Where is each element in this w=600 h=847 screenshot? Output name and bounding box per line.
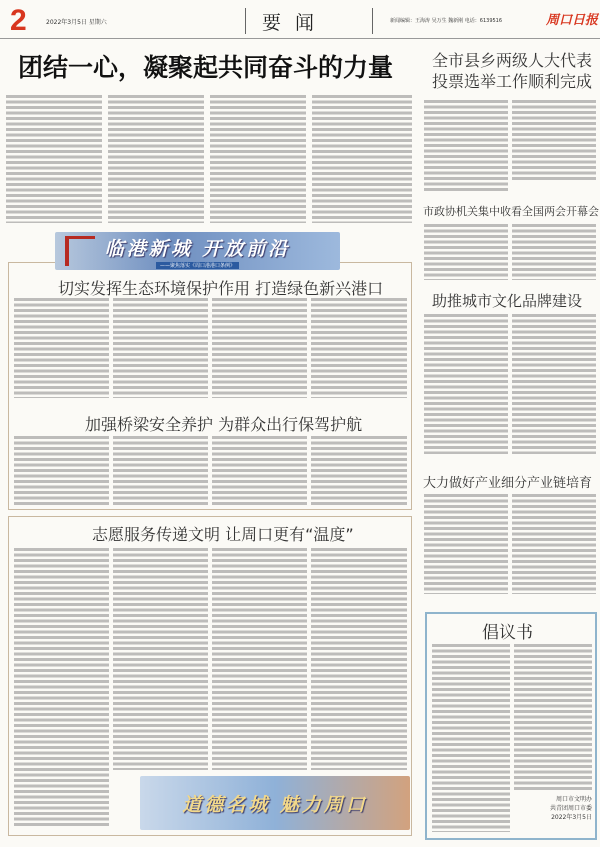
port-article-2-headline: 加强桥梁安全养护 为群众出行保驾护航 (85, 415, 363, 434)
headline-line-2: 投票选举工作顺利完成 (431, 72, 592, 91)
article-body (113, 548, 208, 770)
page-number: 2 (10, 4, 27, 37)
proposal-body (514, 644, 592, 790)
article-body (311, 436, 407, 506)
header-rule (0, 38, 600, 39)
article-body (113, 436, 208, 506)
article-body (14, 436, 109, 506)
article-body (14, 298, 109, 398)
divider (372, 8, 373, 34)
right-article-4-headline: 大力做好产业细分产业链培育 (423, 476, 593, 491)
proposal-title: 倡议书 (482, 623, 533, 643)
issue-date: 2022年3月5日 星期六 (46, 19, 107, 26)
divider (245, 8, 246, 34)
lead-body-col4 (312, 95, 412, 223)
article-body (512, 100, 596, 180)
article-body (424, 100, 508, 192)
port-article-1-headline: 切实发挥生态环境保护作用 打造绿色新兴港口 (58, 279, 384, 298)
lead-body-col1 (6, 95, 102, 223)
signatory: 共青团周口市委 (549, 805, 592, 812)
article-body (212, 298, 307, 398)
article-body (424, 224, 508, 280)
article-body (113, 298, 208, 398)
article-body (512, 224, 596, 280)
article-body (212, 548, 307, 770)
editors-line: 新闻编辑：王海涛 吴万生 魏新刚 电话：6139516 (390, 18, 503, 24)
right-article-2-headline: 市政协机关集中收看全国两会开幕会 (423, 205, 599, 218)
right-article-3-headline: 助推城市文化品牌建设 (432, 292, 583, 310)
right-article-1-headline (428, 50, 596, 92)
article-body (512, 314, 596, 454)
culture-banner (140, 776, 410, 830)
article-body (512, 494, 596, 594)
port-banner-title: 临港新城 开放前沿 (104, 237, 291, 260)
lead-body-col3 (210, 95, 306, 223)
port-banner (55, 232, 340, 270)
section-title: 要闻 (262, 12, 329, 34)
lead-headline: 团结一心，凝聚起共同奋斗的力量 (18, 53, 394, 82)
proposal-date: 2022年3月5日 (551, 814, 592, 821)
crane-image-icon (65, 236, 95, 266)
article-body (311, 548, 407, 770)
port-banner-subtitle: ——聚焦落实《周口港港口条例》 (156, 262, 239, 269)
article-body (424, 314, 508, 454)
lead-body-col2 (108, 95, 204, 223)
volunteer-headline: 志愿服务传递文明 让周口更有“温度” (92, 525, 354, 544)
article-body (14, 548, 109, 828)
article-body (311, 298, 407, 398)
newspaper-logo: 周口日报 (546, 13, 599, 28)
proposal-body (432, 644, 510, 832)
culture-banner-title: 道德名城 魅力周口 (182, 793, 368, 816)
article-body (424, 494, 508, 594)
headline-line-1: 全市县乡两级人大代表 (431, 51, 592, 70)
proposal-signature (520, 794, 592, 821)
signatory: 周口市文明办 (555, 796, 592, 803)
article-body (212, 436, 307, 506)
